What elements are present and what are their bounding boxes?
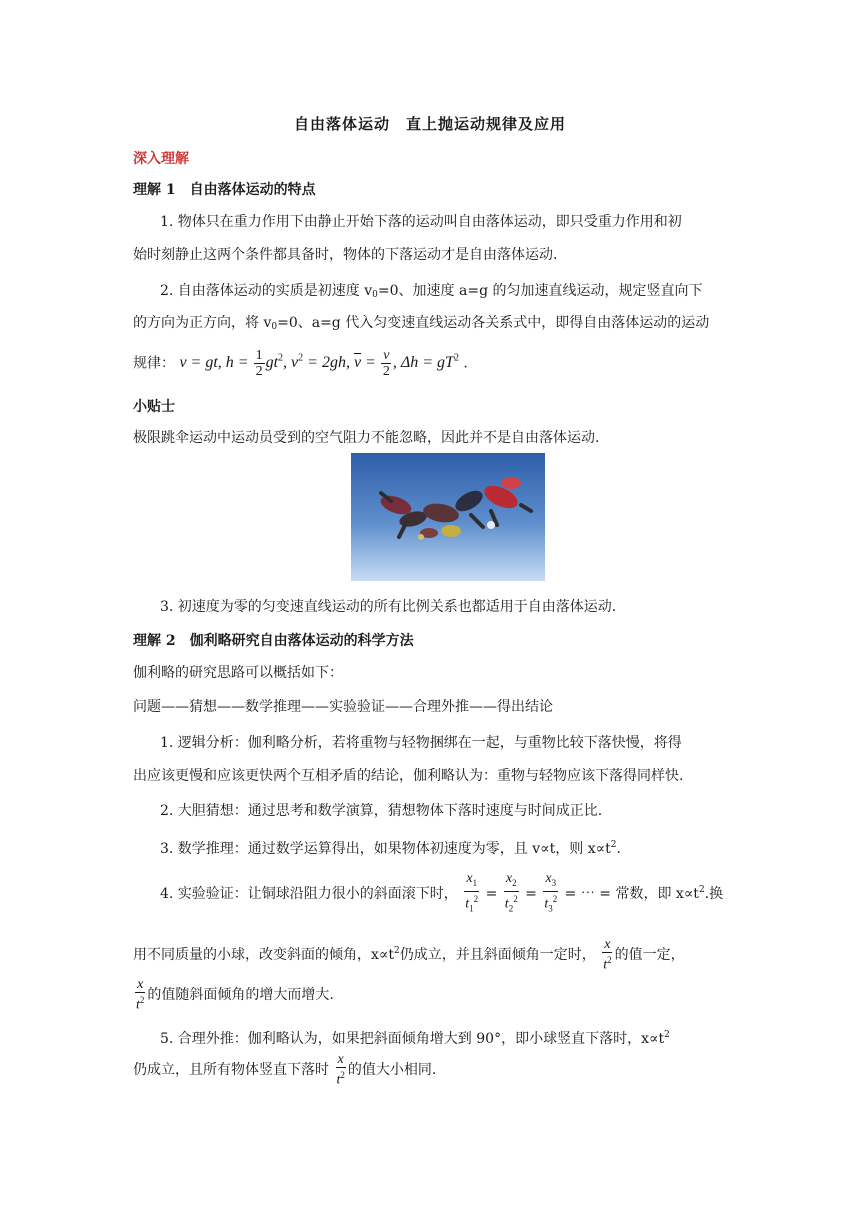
u2-item5-line1: 5. 合理外推：伽利略认为，如果把斜面倾角增大到 90°，即小球竖直下落时，$x\propto t^2$	[160, 1030, 670, 1047]
u2-item5-line2: 仍成立，且所有物体竖直下落时 $\frac{x}{t^2}$ 的值大小相同.	[133, 1052, 437, 1088]
u2-item2: 2. 大胆猜想：通过思考和数学演算，猜想物体下落时速度与时间成正比.	[160, 803, 603, 819]
understanding1-heading: 理解 1 自由落体运动的特点	[133, 182, 316, 198]
tip-heading: 小贴士	[133, 399, 175, 415]
understanding2-heading: 理解 2 伽利略研究自由落体运动的科学方法	[133, 633, 414, 649]
u1-item1-line2: 始时刻静止这两个条件都具备时，物体的下落运动才是自由落体运动.	[133, 247, 558, 263]
u2-intro: 伽利略的研究思路可以概括如下：	[133, 665, 343, 681]
u2-item1-line2: 出应该更慢和应该更快两个互相矛盾的结论，伽利略认为：重物与轻物应该下落得同样快.	[133, 768, 684, 784]
u1-item2-line1: 2. 自由落体运动的实质是初速度 $v_0=0$、加速度 a=g 的匀加速直线运动，规定竖直向下	[160, 283, 703, 300]
u2-item4-line2: 用不同质量的小球，改变斜面的倾角，$x\propto t^2$仍成立，并且斜面倾角一定时， $\frac{x}{t^2}$ 的值一定，	[133, 937, 685, 973]
tip-text: 极限跳伞运动中运动员受到的空气阻力不能忽略，因此并不是自由落体运动.	[133, 430, 600, 446]
u2-item4-line1: 4. 实验验证：让铜球沿阻力很小的斜面滚下时， $\frac{x_1}{t_1^2}$ = $\frac{x_2}{t_2^2}$ = $\frac{x_3}{t_3^2}$ = ⋯ = 常数，即 $x\propto t^2$.换	[160, 871, 724, 914]
u2-item1-line1: 1. 逻辑分析：伽利略分析，若将重物与轻物捆绑在一起，与重物比较下落快慢，将得	[160, 735, 682, 751]
u1-item2-formula-line: 规律： v = gt, h = $\frac{1}{2}$ $gt^2$, $v^2 = 2gh$, $\overline{v}$ = $\frac{v}{2}$ , $\Delta h = gT^2$ .	[133, 348, 468, 380]
kinematics-formula: v = gt, h = $\frac{1}{2}$ $gt^2$, $v^2 = 2gh$, $\overline{v}$ = $\frac{v}{2}$ , $\Delta h = gT^2$	[179, 348, 459, 380]
page-title: 自由落体运动 直上抛运动规律及应用	[293, 115, 566, 133]
u1-item2-line2: 的方向为正方向，将 $v_0=0$、a=g 代入匀变速直线运动各关系式中，即得自由落体运动的运动	[133, 315, 710, 332]
skydivers-photo	[351, 453, 545, 581]
u1-item1-line1: 1. 物体只在重力作用下由静止开始下落的运动叫自由落体运动，即只受重力作用和初	[160, 214, 682, 230]
u1-item3: 3. 初速度为零的匀变速直线运动的所有比例关系也都适用于自由落体运动.	[160, 599, 617, 615]
section-heading: 深入理解	[133, 151, 189, 167]
u2-chain: 问题——猜想——数学推理——实验验证——合理外推——得出结论	[133, 699, 553, 715]
u2-item4-line3: $\frac{x}{t^2}$ 的值随斜面倾角的增大而增大.	[136, 977, 334, 1013]
u2-item3: 3. 数学推理：通过数学运算得出，如果物体初速度为零，且 v∝t，则 $x\propto t^2$.	[160, 840, 621, 857]
